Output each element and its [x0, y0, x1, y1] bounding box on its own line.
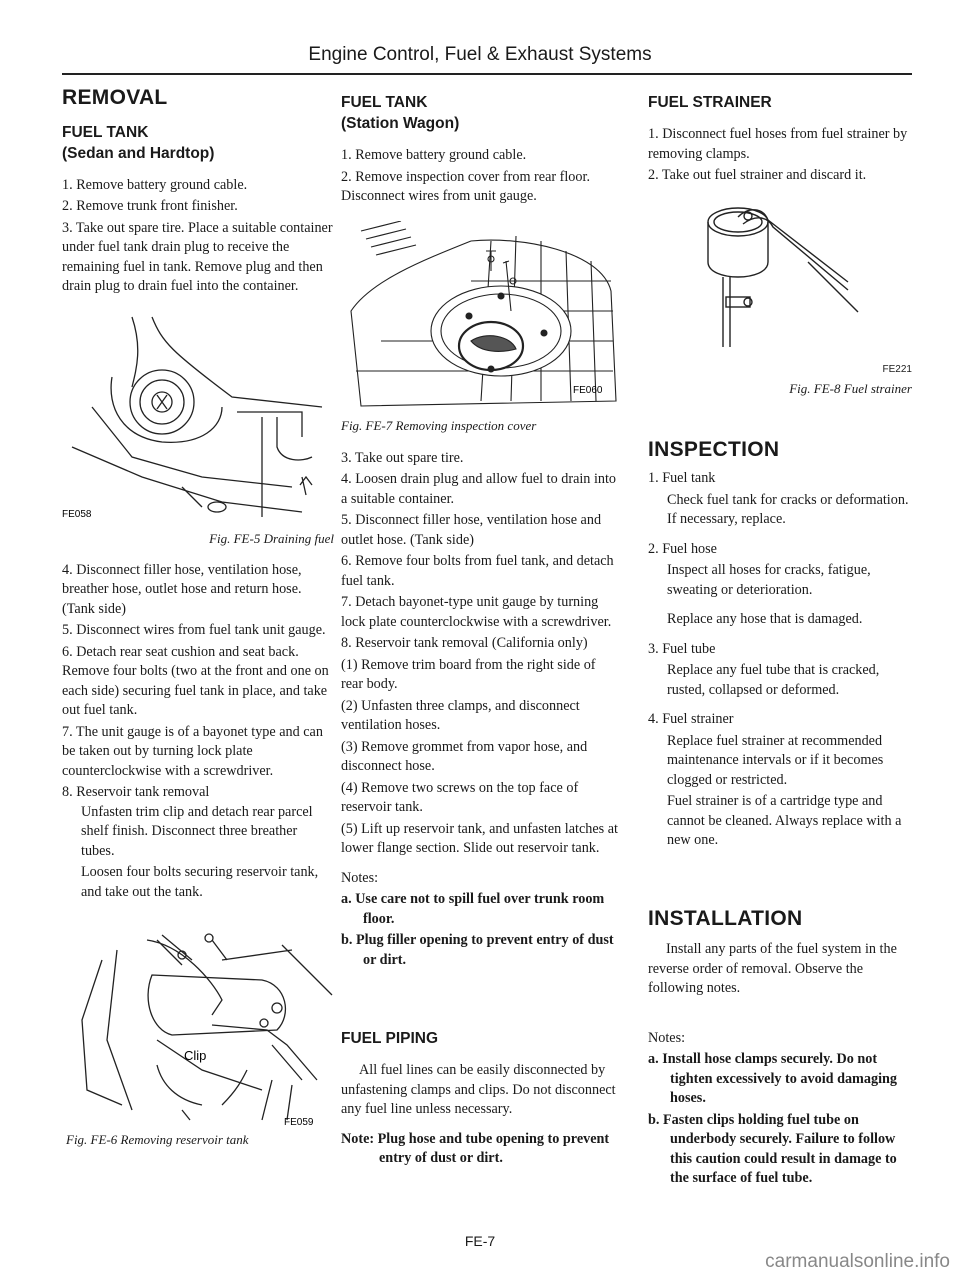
item-heading: 1. Fuel tank	[648, 470, 716, 486]
figure-caption: Fig. FE-8 Fuel strainer	[789, 381, 912, 396]
running-header: Engine Control, Fuel & Exhaust Systems	[308, 44, 652, 65]
step: 8. Reservoir tank removal (California only)	[341, 635, 588, 651]
step: 1. Disconnect fuel hoses from fuel strainer by removing clamps.	[648, 126, 908, 162]
item-heading: 4. Fuel strainer	[648, 711, 734, 727]
step: 5. Disconnect filler hose, ventilation hose and outlet hose. (Tank side)	[341, 512, 602, 548]
section-title-installation: INSTALLATION	[648, 906, 803, 930]
callout-label: Clip	[184, 1048, 207, 1063]
step: (1) Remove trim board from the right side of rear body.	[341, 656, 596, 692]
page-number: FE-7	[464, 1233, 496, 1249]
step-detail: Unfasten trim clip and detach rear parcel shelf finish. Disconnect three breather tubes.	[81, 803, 313, 859]
step-detail: Loosen four bolts securing reservoir tank, and take out the tank.	[81, 864, 319, 900]
fuel-strainer-illustration	[648, 202, 912, 360]
step: 7. The unit gauge is of a bayonet type and can be taken out by turning lock plate counterclockwise with a screwdriver.	[62, 723, 323, 779]
item-heading: 3. Fuel tube	[648, 640, 716, 657]
subheading-fuel-tank-sedan	[62, 122, 334, 164]
subheading-line-2: (Sedan and Hardtop)	[62, 144, 215, 162]
note-item: a. Install hose clamps securely. Do not tighten excessively to avoid damaging hoses.	[648, 1051, 897, 1106]
note-item: b. Fasten clips holding fuel tube on underbody securely. Failure to follow this caution could result in damage to the surface of fuel tube.	[648, 1111, 897, 1186]
figure-fuel-strainer	[648, 202, 912, 402]
figure-caption: Fig. FE-7 Removing inspection cover	[341, 417, 537, 433]
item-text: Inspect all hoses for cracks, fatigue, sweating or deterioration.	[667, 562, 871, 598]
step: (5) Lift up reservoir tank, and unfasten latches at lower flange section. Slide out reservoir tank.	[341, 820, 618, 856]
item-text: Replace any fuel tube that is cracked, rusted, collapsed or deformed.	[667, 662, 880, 698]
column-left	[62, 88, 334, 1150]
figure-draining-fuel	[62, 307, 334, 547]
draining-fuel-illustration	[62, 307, 334, 529]
header-rule	[62, 73, 912, 75]
watermark: carmanualsonline.info	[765, 1251, 950, 1272]
step: (4) Remove two screws on the top face of reservoir tank.	[341, 779, 579, 815]
paragraph: All fuel lines can be easily disconnected by unfastening clamps and clips. Do not disconnect any fuel line unless necessary.	[341, 1062, 616, 1117]
step: 6. Remove four bolts from fuel tank, and detach fuel tank.	[341, 553, 614, 589]
step: 6. Detach rear seat cushion and seat back. Remove four bolts (two at the front and one on each side) securing fuel tank in place, and take out fuel tank.	[62, 643, 329, 718]
step: 4. Disconnect filler hose, ventilation hose, breather hose, outlet hose and return hose. (Tank side)	[62, 561, 302, 617]
subheading-line-1: FUEL TANK	[341, 94, 428, 111]
paragraph: Install any parts of the fuel system in the reverse order of removal. Observe the following notes.	[648, 941, 897, 996]
figure-removing-reservoir-tank	[62, 920, 334, 1150]
item-text: Fuel strainer is of a cartridge type and cannot be cleaned. Always replace with a new one.	[667, 793, 902, 848]
step: 5. Disconnect wires from fuel tank unit gauge.	[62, 622, 326, 638]
figure-caption: Fig. FE-5 Draining fuel	[209, 530, 334, 546]
step: 2. Remove trunk front finisher.	[62, 198, 238, 214]
section-title-inspection: INSPECTION	[648, 437, 780, 461]
note-item: b. Plug filler opening to prevent entry of dust or dirt.	[341, 932, 614, 968]
notes-label: Notes:	[648, 1029, 686, 1046]
note-item: a. Use care not to spill fuel over trunk room floor.	[341, 891, 605, 927]
item-text: Replace fuel strainer at recommended maintenance intervals or if it becomes clogged or restricted.	[667, 732, 884, 788]
note-item: Note: Plug hose and tube opening to prevent entry of dust or dirt.	[341, 1130, 610, 1166]
item-text: Replace any hose that is damaged.	[667, 611, 863, 627]
column-middle	[341, 88, 619, 1171]
figure-removing-inspection-cover	[341, 221, 619, 443]
figure-code: FE058	[62, 508, 92, 520]
subheading-fuel-piping: FUEL PIPING	[341, 1030, 439, 1047]
step: (2) Unfasten three clamps, and disconnect ventilation hoses.	[341, 697, 580, 733]
step: 1. Remove battery ground cable.	[341, 147, 527, 163]
step: 4. Loosen drain plug and allow fuel to drain into a suitable container.	[341, 471, 617, 507]
step: 3. Take out spare tire.	[341, 449, 464, 466]
figure-code: FE060	[573, 384, 603, 396]
item-heading: 2. Fuel hose	[648, 540, 717, 557]
figure-caption: Fig. FE-6 Removing reservoir tank	[66, 1132, 249, 1147]
subheading-line-2: (Station Wagon)	[341, 115, 460, 132]
step: 7. Detach bayonet-type unit gauge by turning lock plate counterclockwise with a screwdriver.	[341, 594, 612, 630]
step: 3. Take out spare tire. Place a suitable container under fuel tank drain plug to receive the remaining fuel in tank. Remove plug and then drain plug to drain fuel into the container.	[62, 219, 333, 294]
figure-code: FE059	[284, 1117, 314, 1128]
inspection-cover-illustration	[341, 221, 619, 416]
notes-label: Notes:	[341, 869, 379, 886]
step: 2. Take out fuel strainer and discard it.	[648, 167, 867, 183]
step: (3) Remove grommet from vapor hose, and disconnect hose.	[341, 738, 588, 774]
step: 8. Reservoir tank removal	[62, 784, 210, 800]
figure-code: FE221	[882, 363, 912, 375]
step: 2. Remove inspection cover from rear floor. Disconnect wires from unit gauge.	[341, 168, 590, 204]
column-right	[648, 88, 912, 1191]
step: 1. Remove battery ground cable.	[62, 176, 248, 193]
subheading-line-1: FUEL TANK	[62, 123, 149, 141]
reservoir-tank-illustration	[62, 920, 334, 1130]
section-title-removal: REMOVAL	[62, 86, 168, 109]
item-text: Check fuel tank for cracks or deformation. If necessary, replace.	[667, 491, 909, 527]
subheading-fuel-tank-wagon	[341, 92, 619, 134]
subheading-fuel-strainer: FUEL STRAINER	[648, 94, 772, 111]
